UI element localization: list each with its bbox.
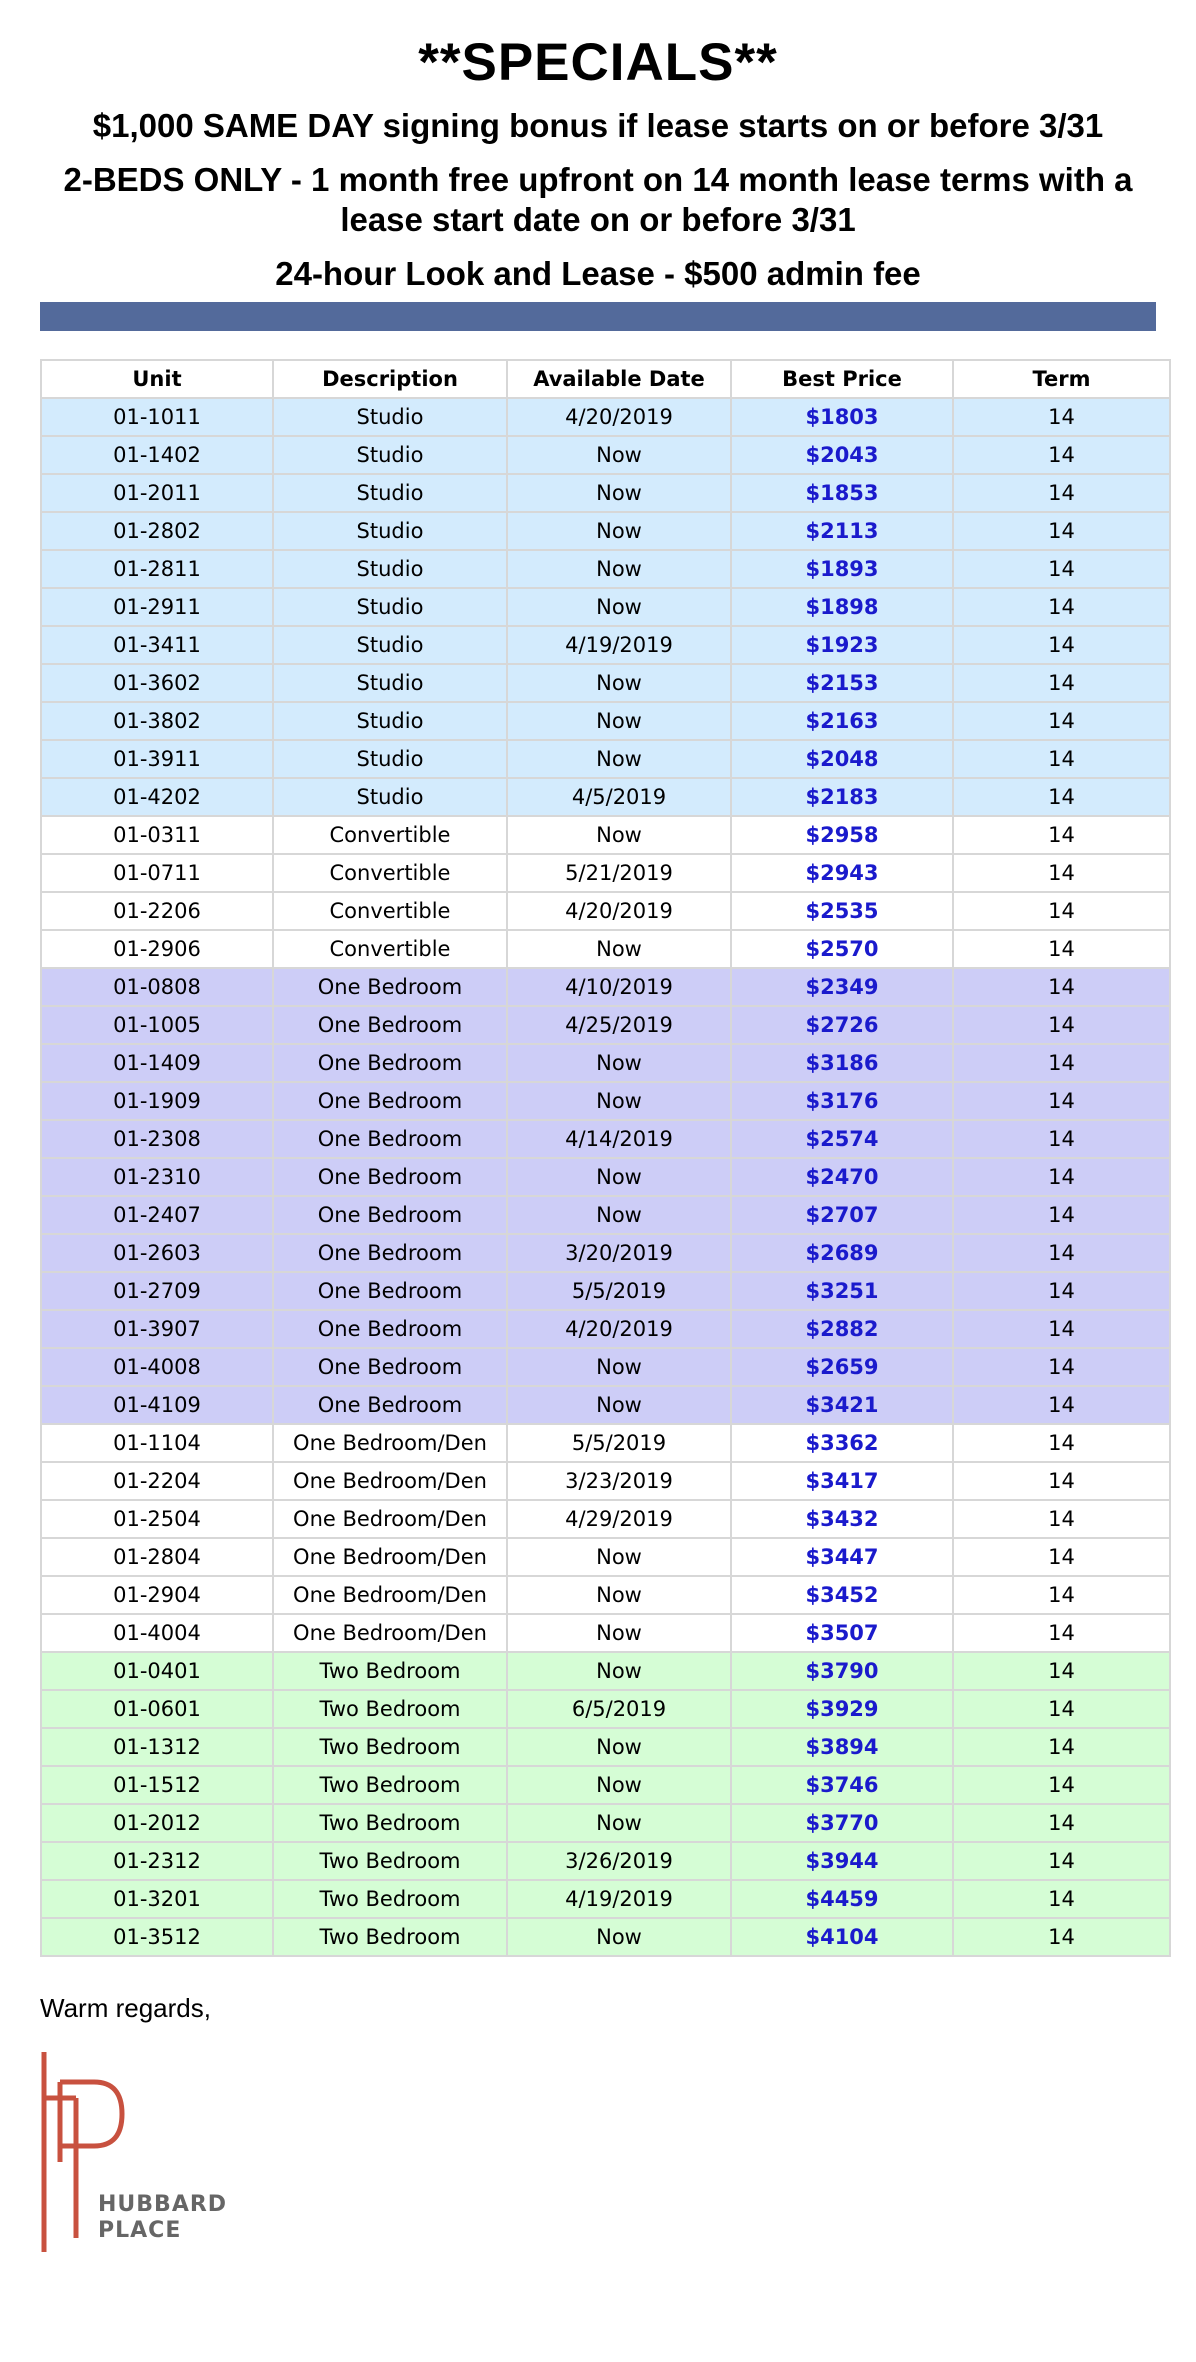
cell-available-date: 4/20/2019 [507, 1310, 731, 1348]
cell-available-date: Now [507, 1804, 731, 1842]
cell-best-price: $2726 [731, 1006, 953, 1044]
cell-term: 14 [953, 740, 1170, 778]
cell-term: 14 [953, 474, 1170, 512]
cell-description: Studio [273, 778, 507, 816]
cell-unit: 01-4202 [41, 778, 273, 816]
cell-term: 14 [953, 1272, 1170, 1310]
cell-available-date: 6/5/2019 [507, 1690, 731, 1728]
cell-term: 14 [953, 968, 1170, 1006]
cell-description: Two Bedroom [273, 1804, 507, 1842]
table-row [41, 1652, 1170, 1690]
table-row [41, 854, 1170, 892]
table-row [41, 816, 1170, 854]
cell-best-price: $3421 [731, 1386, 953, 1424]
cell-best-price: $1803 [731, 398, 953, 436]
cell-available-date: 5/5/2019 [507, 1272, 731, 1310]
cell-term: 14 [953, 436, 1170, 474]
cell-best-price: $1898 [731, 588, 953, 626]
divider-bar [40, 302, 1156, 331]
cell-unit: 01-2911 [41, 588, 273, 626]
cell-description: One Bedroom [273, 1234, 507, 1272]
table-row [41, 1006, 1170, 1044]
cell-term: 14 [953, 1310, 1170, 1348]
table-row [41, 1158, 1170, 1196]
page-title: **SPECIALS** [418, 33, 778, 92]
cell-term: 14 [953, 1652, 1170, 1690]
table-header-row [41, 360, 1170, 398]
cell-unit: 01-2802 [41, 512, 273, 550]
cell-best-price: $1923 [731, 626, 953, 664]
cell-description: Studio [273, 474, 507, 512]
cell-term: 14 [953, 1842, 1170, 1880]
cell-available-date: Now [507, 1158, 731, 1196]
cell-unit: 01-2804 [41, 1538, 273, 1576]
cell-available-date: Now [507, 1614, 731, 1652]
cell-best-price: $2153 [731, 664, 953, 702]
cell-description: Studio [273, 664, 507, 702]
cell-unit: 01-2012 [41, 1804, 273, 1842]
cell-term: 14 [953, 1196, 1170, 1234]
cell-available-date: Now [507, 1728, 731, 1766]
cell-best-price: $2163 [731, 702, 953, 740]
cell-unit: 01-2904 [41, 1576, 273, 1614]
cell-term: 14 [953, 816, 1170, 854]
cell-term: 14 [953, 702, 1170, 740]
logo-line-1: HUBBARD [98, 2192, 228, 2217]
cell-available-date: 4/20/2019 [507, 892, 731, 930]
header-term: Term [953, 360, 1170, 398]
cell-available-date: Now [507, 702, 731, 740]
cell-best-price: $2943 [731, 854, 953, 892]
cell-available-date: Now [507, 1386, 731, 1424]
cell-unit: 01-3602 [41, 664, 273, 702]
cell-unit: 01-3907 [41, 1310, 273, 1348]
header-best-price: Best Price [731, 360, 953, 398]
cell-unit: 01-1011 [41, 398, 273, 436]
cell-unit: 01-1409 [41, 1044, 273, 1082]
cell-best-price: $3447 [731, 1538, 953, 1576]
table-row [41, 626, 1170, 664]
cell-description: One Bedroom/Den [273, 1500, 507, 1538]
cell-available-date: Now [507, 1348, 731, 1386]
header-description: Description [273, 360, 507, 398]
cell-term: 14 [953, 588, 1170, 626]
cell-term: 14 [953, 512, 1170, 550]
cell-available-date: Now [507, 550, 731, 588]
table-row [41, 1424, 1170, 1462]
cell-available-date: Now [507, 1082, 731, 1120]
cell-term: 14 [953, 1158, 1170, 1196]
cell-available-date: Now [507, 740, 731, 778]
cell-description: One Bedroom [273, 968, 507, 1006]
cell-best-price: $2043 [731, 436, 953, 474]
cell-available-date: Now [507, 512, 731, 550]
cell-term: 14 [953, 398, 1170, 436]
table-row [41, 778, 1170, 816]
table-row [41, 1386, 1170, 1424]
cell-unit: 01-2504 [41, 1500, 273, 1538]
cell-unit: 01-0311 [41, 816, 273, 854]
cell-available-date: 4/20/2019 [507, 398, 731, 436]
cell-best-price: $3894 [731, 1728, 953, 1766]
cell-term: 14 [953, 626, 1170, 664]
cell-best-price: $3186 [731, 1044, 953, 1082]
cell-term: 14 [953, 1462, 1170, 1500]
cell-best-price: $1893 [731, 550, 953, 588]
logo-wordmark [98, 2192, 227, 2244]
cell-description: Studio [273, 740, 507, 778]
cell-description: One Bedroom/Den [273, 1424, 507, 1462]
cell-description: Two Bedroom [273, 1766, 507, 1804]
cell-available-date: 4/14/2019 [507, 1120, 731, 1158]
cell-unit: 01-3802 [41, 702, 273, 740]
cell-unit: 01-4008 [41, 1348, 273, 1386]
cell-description: One Bedroom [273, 1272, 507, 1310]
cell-best-price: $3417 [731, 1462, 953, 1500]
cell-best-price: $2349 [731, 968, 953, 1006]
cell-available-date: Now [507, 930, 731, 968]
table-row [41, 1576, 1170, 1614]
table-row [41, 1880, 1170, 1918]
cell-available-date: Now [507, 474, 731, 512]
special-two-beds: 2-BEDS ONLY - 1 month free upfront on 14 month lease terms with a lease start date on or before 3/31 [63, 161, 1133, 238]
cell-best-price: $2570 [731, 930, 953, 968]
cell-unit: 01-0601 [41, 1690, 273, 1728]
cell-best-price: $3746 [731, 1766, 953, 1804]
cell-available-date: Now [507, 1652, 731, 1690]
cell-description: Convertible [273, 816, 507, 854]
cell-description: One Bedroom [273, 1120, 507, 1158]
cell-term: 14 [953, 1804, 1170, 1842]
cell-best-price: $2659 [731, 1348, 953, 1386]
table-row [41, 1690, 1170, 1728]
cell-description: Studio [273, 436, 507, 474]
cell-description: Convertible [273, 854, 507, 892]
cell-best-price: $3507 [731, 1614, 953, 1652]
cell-available-date: Now [507, 588, 731, 626]
cell-best-price: $2958 [731, 816, 953, 854]
cell-unit: 01-1104 [41, 1424, 273, 1462]
cell-description: Two Bedroom [273, 1842, 507, 1880]
cell-unit: 01-2011 [41, 474, 273, 512]
cell-unit: 01-2204 [41, 1462, 273, 1500]
cell-description: One Bedroom [273, 1386, 507, 1424]
table-row [41, 1120, 1170, 1158]
table-row [41, 1196, 1170, 1234]
cell-term: 14 [953, 550, 1170, 588]
cell-available-date: 4/19/2019 [507, 626, 731, 664]
table-row [41, 1272, 1170, 1310]
cell-description: One Bedroom/Den [273, 1576, 507, 1614]
table-row [41, 1614, 1170, 1652]
cell-best-price: $2707 [731, 1196, 953, 1234]
cell-unit: 01-2709 [41, 1272, 273, 1310]
cell-best-price: $3251 [731, 1272, 953, 1310]
cell-available-date: 3/23/2019 [507, 1462, 731, 1500]
cell-term: 14 [953, 664, 1170, 702]
header-unit: Unit [41, 360, 273, 398]
cell-best-price: $3790 [731, 1652, 953, 1690]
cell-available-date: 4/19/2019 [507, 1880, 731, 1918]
cell-term: 14 [953, 1918, 1170, 1956]
cell-best-price: $3362 [731, 1424, 953, 1462]
table-row [41, 512, 1170, 550]
special-look-and-lease: 24-hour Look and Lease - $500 admin fee [275, 255, 921, 292]
table-row [41, 474, 1170, 512]
table-row [41, 740, 1170, 778]
cell-best-price: $2113 [731, 512, 953, 550]
cell-best-price: $2535 [731, 892, 953, 930]
cell-description: One Bedroom [273, 1196, 507, 1234]
cell-best-price: $3432 [731, 1500, 953, 1538]
cell-term: 14 [953, 1766, 1170, 1804]
cell-unit: 01-1005 [41, 1006, 273, 1044]
cell-description: Two Bedroom [273, 1652, 507, 1690]
table-row [41, 1918, 1170, 1956]
cell-term: 14 [953, 1728, 1170, 1766]
availability-table [40, 359, 1171, 1957]
table-row [41, 1234, 1170, 1272]
cell-unit: 01-3512 [41, 1918, 273, 1956]
table-row [41, 930, 1170, 968]
cell-description: Studio [273, 550, 507, 588]
cell-description: One Bedroom [273, 1310, 507, 1348]
cell-description: One Bedroom [273, 1348, 507, 1386]
special-signing-bonus: $1,000 SAME DAY signing bonus if lease starts on or before 3/31 [92, 107, 1104, 144]
cell-term: 14 [953, 1614, 1170, 1652]
table-row [41, 702, 1170, 740]
cell-unit: 01-2906 [41, 930, 273, 968]
cell-available-date: Now [507, 1538, 731, 1576]
cell-description: Convertible [273, 930, 507, 968]
cell-best-price: $3929 [731, 1690, 953, 1728]
cell-term: 14 [953, 1538, 1170, 1576]
cell-available-date: 5/21/2019 [507, 854, 731, 892]
table-row [41, 1348, 1170, 1386]
cell-available-date: 5/5/2019 [507, 1424, 731, 1462]
table-row [41, 664, 1170, 702]
cell-best-price: $2689 [731, 1234, 953, 1272]
cell-unit: 01-2407 [41, 1196, 273, 1234]
table-row [41, 1728, 1170, 1766]
cell-description: One Bedroom/Den [273, 1538, 507, 1576]
cell-unit: 01-2312 [41, 1842, 273, 1880]
cell-unit: 01-2310 [41, 1158, 273, 1196]
cell-unit: 01-1312 [41, 1728, 273, 1766]
cell-best-price: $2183 [731, 778, 953, 816]
table-row [41, 1310, 1170, 1348]
cell-unit: 01-2206 [41, 892, 273, 930]
cell-available-date: 4/5/2019 [507, 778, 731, 816]
table-row [41, 398, 1170, 436]
cell-description: One Bedroom [273, 1006, 507, 1044]
cell-available-date: 3/20/2019 [507, 1234, 731, 1272]
cell-description: One Bedroom [273, 1044, 507, 1082]
cell-available-date: Now [507, 816, 731, 854]
cell-unit: 01-1402 [41, 436, 273, 474]
cell-term: 14 [953, 1500, 1170, 1538]
cell-term: 14 [953, 1880, 1170, 1918]
cell-term: 14 [953, 1386, 1170, 1424]
cell-description: One Bedroom/Den [273, 1614, 507, 1652]
cell-description: Two Bedroom [273, 1690, 507, 1728]
cell-unit: 01-0711 [41, 854, 273, 892]
table-row [41, 968, 1170, 1006]
cell-description: Studio [273, 702, 507, 740]
cell-best-price: $2574 [731, 1120, 953, 1158]
table-row [41, 588, 1170, 626]
table-row [41, 1082, 1170, 1120]
cell-best-price: $4459 [731, 1880, 953, 1918]
cell-term: 14 [953, 1044, 1170, 1082]
cell-term: 14 [953, 1348, 1170, 1386]
cell-unit: 01-4004 [41, 1614, 273, 1652]
cell-best-price: $2048 [731, 740, 953, 778]
table-row [41, 1766, 1170, 1804]
cell-description: One Bedroom [273, 1158, 507, 1196]
cell-available-date: Now [507, 1576, 731, 1614]
table-row [41, 1538, 1170, 1576]
cell-description: Convertible [273, 892, 507, 930]
cell-best-price: $3944 [731, 1842, 953, 1880]
cell-term: 14 [953, 1234, 1170, 1272]
cell-term: 14 [953, 1082, 1170, 1120]
cell-available-date: Now [507, 1918, 731, 1956]
cell-term: 14 [953, 1006, 1170, 1044]
cell-description: Studio [273, 626, 507, 664]
cell-best-price: $2470 [731, 1158, 953, 1196]
cell-term: 14 [953, 1576, 1170, 1614]
table-row [41, 550, 1170, 588]
hubbard-place-logo [40, 2052, 228, 2252]
table-row [41, 1044, 1170, 1082]
table-row [41, 1500, 1170, 1538]
table-row [41, 892, 1170, 930]
cell-best-price: $4104 [731, 1918, 953, 1956]
table-row [41, 1842, 1170, 1880]
cell-description: One Bedroom [273, 1082, 507, 1120]
cell-description: Two Bedroom [273, 1728, 507, 1766]
cell-term: 14 [953, 778, 1170, 816]
cell-term: 14 [953, 854, 1170, 892]
cell-term: 14 [953, 892, 1170, 930]
cell-description: Studio [273, 588, 507, 626]
cell-description: Two Bedroom [273, 1918, 507, 1956]
cell-best-price: $3176 [731, 1082, 953, 1120]
table-row [41, 1804, 1170, 1842]
cell-best-price: $3452 [731, 1576, 953, 1614]
cell-unit: 01-1512 [41, 1766, 273, 1804]
cell-description: Studio [273, 512, 507, 550]
cell-best-price: $3770 [731, 1804, 953, 1842]
cell-available-date: Now [507, 1196, 731, 1234]
cell-available-date: 4/25/2019 [507, 1006, 731, 1044]
table-row [41, 1462, 1170, 1500]
cell-best-price: $2882 [731, 1310, 953, 1348]
cell-unit: 01-3411 [41, 626, 273, 664]
cell-unit: 01-1909 [41, 1082, 273, 1120]
cell-term: 14 [953, 1424, 1170, 1462]
cell-term: 14 [953, 930, 1170, 968]
cell-description: One Bedroom/Den [273, 1462, 507, 1500]
cell-term: 14 [953, 1690, 1170, 1728]
cell-unit: 01-0401 [41, 1652, 273, 1690]
cell-available-date: Now [507, 664, 731, 702]
cell-unit: 01-0808 [41, 968, 273, 1006]
logo-line-2: PLACE [98, 2218, 182, 2243]
table-row [41, 436, 1170, 474]
cell-available-date: Now [507, 1044, 731, 1082]
table-body [41, 398, 1170, 1956]
cell-unit: 01-3911 [41, 740, 273, 778]
cell-term: 14 [953, 1120, 1170, 1158]
cell-available-date: 3/26/2019 [507, 1842, 731, 1880]
cell-best-price: $1853 [731, 474, 953, 512]
cell-unit: 01-2308 [41, 1120, 273, 1158]
closing-text: Warm regards, [40, 1993, 211, 2023]
cell-available-date: 4/29/2019 [507, 1500, 731, 1538]
cell-unit: 01-4109 [41, 1386, 273, 1424]
cell-description: Two Bedroom [273, 1880, 507, 1918]
cell-available-date: Now [507, 1766, 731, 1804]
cell-unit: 01-2603 [41, 1234, 273, 1272]
header-available-date: Available Date [507, 360, 731, 398]
cell-unit: 01-2811 [41, 550, 273, 588]
cell-unit: 01-3201 [41, 1880, 273, 1918]
cell-description: Studio [273, 398, 507, 436]
cell-available-date: Now [507, 436, 731, 474]
cell-available-date: 4/10/2019 [507, 968, 731, 1006]
